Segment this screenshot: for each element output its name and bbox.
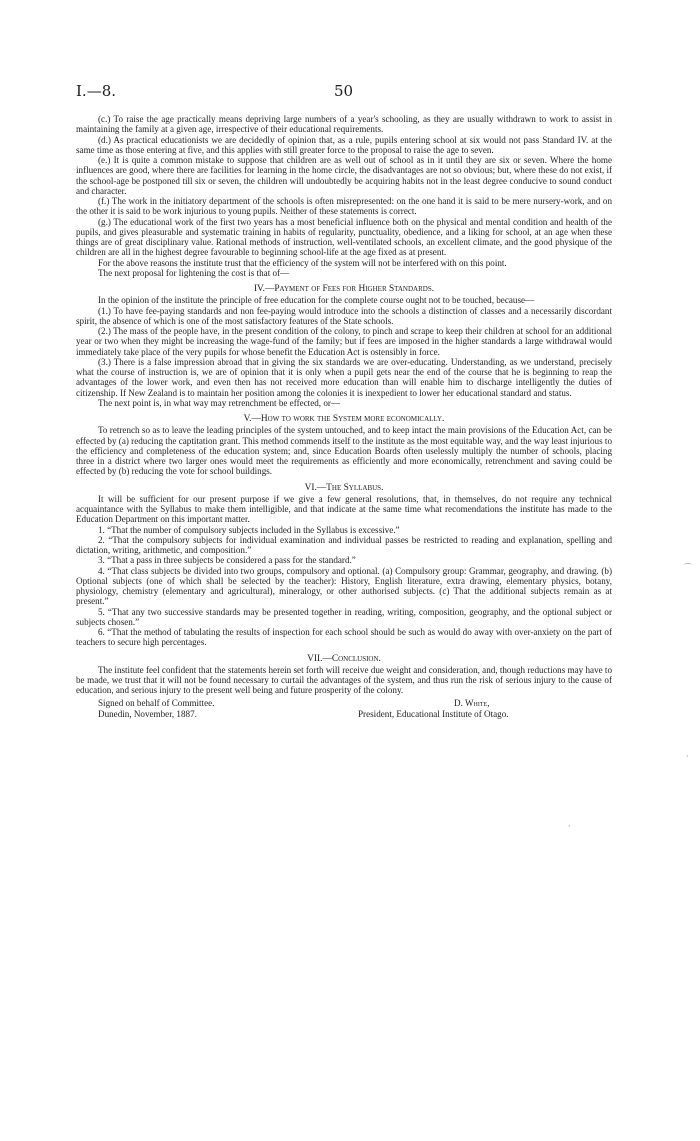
section-heading-vii: VII.—Conclusion. <box>307 653 381 664</box>
paragraph: For the above reasons the institute trust that the efficiency of the system will not be interfered with on this point. <box>98 257 507 268</box>
paragraph: The next point is, in what way may retrenchment be effected, or— <box>98 397 340 408</box>
margin-mark: · <box>686 752 689 761</box>
signature-block <box>76 698 612 720</box>
paragraph: The next proposal for lightening the cost is that of— <box>98 267 290 278</box>
margin-mark: ⌒ <box>684 563 692 572</box>
resolution-item: 2. “That the compulsory subjects for individual examination and individual passes be restricted to reading and explanation, spelling and dictation, writing, arithmetic, and composition.” <box>76 534 612 555</box>
section-heading-iv: IV.—Payment of Fees for Higher Standards. <box>253 284 435 294</box>
paragraph: (f.) The work in the initiatory department of the schools is often misrepresented: on the one hand it is said to be mere nursery-work, and on the other it is said to be work injurious to young pupils. Neither of these statements is correct. <box>76 196 612 217</box>
document-body <box>76 114 612 720</box>
signatory-name: D. White, <box>454 697 490 708</box>
paragraph: The institute feel confident that the statements herein set forth will receive due weight and consideration, and, though reductions may have to be made, we trust that it will not be found necessary to curtail the advantages of the system, and thus run the risk of serious injury to the cause of education, and serious injury to the present well being and future prosperity of the colony. <box>76 664 612 696</box>
paragraph: (c.) To raise the age practically means depriving large numbers of a year's schooling, as they are usually withdrawn to work to assist in maintaining the family at a given age, irrespective of their educational requirements. <box>76 114 612 135</box>
paragraph: (1.) To have fee-paying standards and non fee-paying would introduce into the schools a distinction of classes and a necessarily discordant spirit, the absence of which is one of the most satisfactory features of the State schools. <box>76 305 612 326</box>
page-number: 50 <box>334 82 354 100</box>
signed-line: Signed on behalf of Committee. <box>98 697 215 708</box>
paragraph: In the opinion of the institute the principle of free education for the complete course ought not to be touched, because— <box>98 295 535 306</box>
resolution-item: 4. “That class subjects be divided into two groups, compulsory and optional. (a) Compulsory group: Grammar, geography, and drawing. (b) Optional subjects (one of which shall be selected by the teacher): History, English literature, extra drawing, elementary physics, botany, physiology, chemistry (elementary and agricultural), mineralogy, or other authorised subjects. (c) That the additional subjects remain as at present.” <box>76 565 612 607</box>
paragraph: (d.) As practical educationists we are decidedly of opinion that, as a rule, pupils entering school at six would not pass Standard IV. at the same time as those entering at five, and this applies with still greater force to the proposal to raise the age to seven. <box>76 134 612 155</box>
paragraph: (e.) It is quite a common mistake to suppose that children are as well out of school as in it until they are six or seven. Where the home influences are good, where there are facilities for learning in the home circle, the disadvantages are not so obvious; but, where these do not exist, if the school-age be postponed till six or seven, the children will undoubtedly be acquiring habits not in the least degree conducive to sound conduct and character. <box>76 155 612 196</box>
margin-mark: · <box>568 822 571 831</box>
resolution-item: 5. “That any two successive standards may be presented together in reading, writing, composition, geography, and the optional subject or subjects chosen.” <box>76 606 612 627</box>
resolution-item: 1. “That the number of compulsory subjects included in the Syllabus is excessive.” <box>98 524 400 535</box>
section-heading-vi: VI.—The Syllabus. <box>304 482 384 493</box>
resolution-item: 6. “That the method of tabulating the results of inspection for each school should be such as would do away with over-anxiety on the part of teachers to secure high percentages. <box>76 627 612 648</box>
paragraph: It will be sufficient for our present purpose if we give a few general resolutions, that, in themselves, do not require any technical acquaintance with the Syllabus to make them intelligible, and that indicate at the same time what recomendations the institute has made to the Education Department on this important matter. <box>76 493 612 525</box>
signatory-title: President, Educational Institute of Otago. <box>358 708 509 719</box>
place-date: Dunedin, November, 1887. <box>98 708 197 719</box>
paragraph: (3.) There is a false impression abroad that in giving the six standards we are over-educating. Understanding, as we understand, precisely what the course of instruction is, we are of opinion that it is only when a pupil gets near the end of the course that he is beginning to reap the advantages of the lower work, and even then has not received more education than will enable him to discharge intelligently the duties of citizenship. If New Zealand is to maintain her position among the colonies it is inexpedient to lower her educational standard and status. <box>76 356 612 398</box>
paragraph: To retrench so as to leave the leading principles of the system untouched, and to keep intact the main provisions of the Education Act, can be effected by (a) reducing the captitation grant. This method commends itself to the institute as the most equitable way, and the way least injurious to the efficiency and completeness of the education system; and, since Education Boards often uselessly multiply the number of schools, placing three in a district where two larger ones would meet the requirements as efficiently and more economically, retrenchment and saving could be effected by (b) reducing the vote for school buildings. <box>76 425 612 477</box>
paragraph: (g.) The educational work of the first two years has a most beneficial influence both on the physical and mental condition and health of the pupils, and gives pleasurable and systematic training in habits of regularity, punctuality, obedience, and a liking for school, at an age when these things are of great disciplinary value. Rational methods of instruction, well-ventilated schools, an excellent climate, and the good physique of the children are all in the highest degree favourable to beginning school-life at the age fixed as at present. <box>76 216 612 258</box>
section-heading-v: V.—How to work the System more economically. <box>243 414 445 424</box>
resolution-item: 3. “That a pass in three subjects be considered a pass for the standard.” <box>98 555 356 566</box>
paragraph: (2.) The mass of the people have, in the present condition of the colony, to pinch and scrape to keep their children at school for an additional year or two when they might be increasing the wage-fund of the family; but if fees are imposed in the higher standards a large withdrawal would immediately take place of the very pupils for whose benefit the Education Act is ostensibly in force. <box>76 326 612 357</box>
section-reference: I.—8. <box>76 82 117 100</box>
